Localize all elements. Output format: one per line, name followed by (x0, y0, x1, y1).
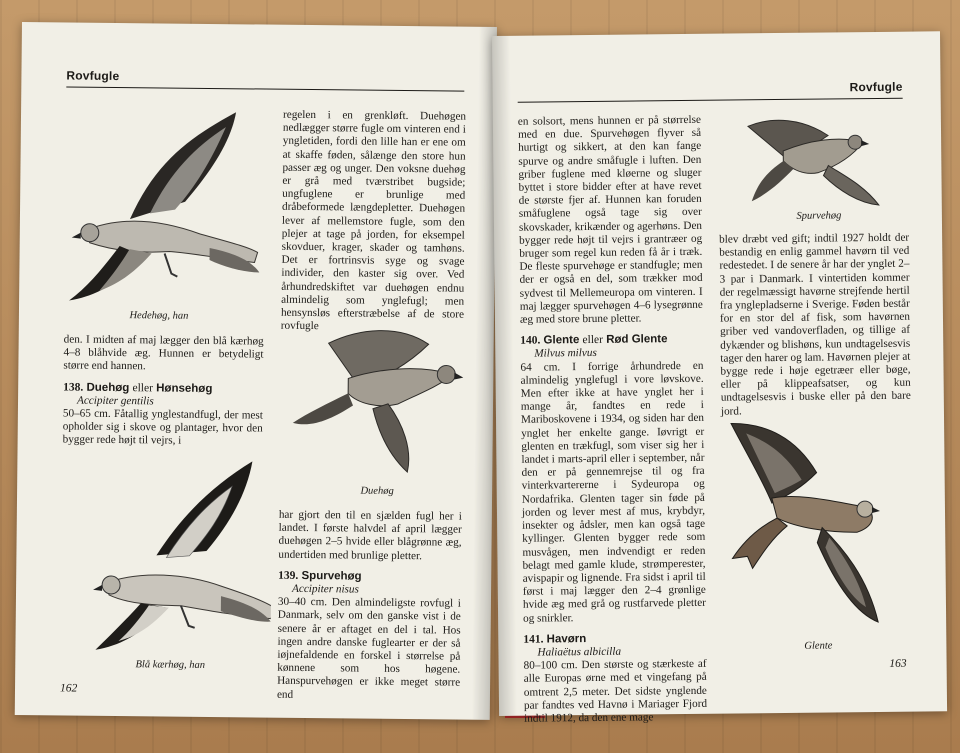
column-text: blev dræbt ved gift; indtil 1927 holdt der bestandig en enlig gammel havørn til ved redestedet. I de senere år har der ynglet 2–3 par i Danmark. I vintertiden kommer der regelmæssigt havørne strejfende hertil fra ynglepladserne i Sverige. Føden består for en stor del af fisk, som havørnen griber ved vandoverfladen, og tillige af dykænder og blishøns, kun undtagelsesvis tager den harer og lam. Havørnen plejer at bygge rede i høje egetræer eller bøge, eller på klippeafsatser, og kun undtagelsesvis i buske eller på den bare jord. (719, 231, 911, 418)
entry-body: 30–40 cm. Den almindeligste rovfugl i Danmark, selv om den ganske vist i de senere år er aftaget en del i tal. Hos ingen andre danske fuglearter er der så iøjnefaldende en forskel i størrelse på kønnene som hos høgene. Hanspurvehøgen er ikke meget større end (276, 595, 461, 701)
latin-name: Accipiter gentilis (76, 394, 154, 408)
intro-paragraph: den. I midten af maj lægger den blå kærhøg 4–8 blåhvide æg. Hunnen er betydeligt større end hannen. (63, 333, 264, 373)
entry-body: 64 cm. I forrige århundrede en almindelig ynglefugl i vore løvskove. Men efter ikke at have ynglet her i mange år, fandtes en rede i Mariboskovene i 1934, og siden har den ynglet her enkelte gange. Iøvrigt er glenten en trækfugl, som viser sig her i landet i marts-april eller i september, når den er på gennemrejse til og fra vinterkvartererne i Sydeuropa og Nordafrika. Glenten tager sin føde på jorden og lever mest af mus, krybdyr, insekter og ådsler, men kan også tage kyllinger. Glenten bygger rede som musvågen, men indvendigt er reden belagt med gamle klude, strømperester, avispapir og lignende. Fra sidst i april til først i maj lægger den 2–4 grønlige hvide æg med grå og rustfarvede pletter og snirkler. (520, 359, 707, 625)
connector: eller (132, 381, 154, 395)
species-name: Glente (543, 334, 580, 347)
column-text: regelen i en grenkløft. Duehøgen nedlægger større fugle om vinteren end i yngletiden, fordi den lille han er ene om at skaffe føden, sålænge den store hun passer æg og unger. Den voksne duehøg er grå med tværstribet bugside; ungfuglene er brunlige med dråbeformede længdepletter. Duehøgen lever af mellemstore fugle, som den plejer at tage på jorden, for eksempel skovduer, krager, skader og tamhøns. Det er fortrinsvis syge og svage individer, den kaster sig over. Ved århundredskiftet var duehøgen endnu almindelig som ynglefugl; men hensynsløs efterstræbelse af de store rovfugle (280, 108, 467, 333)
species-name: Havørn (546, 632, 587, 646)
species-alt-name: Rød Glente (606, 333, 668, 347)
hedehog-illustration (59, 100, 261, 307)
entry-number: 141. (523, 633, 544, 646)
right-column (719, 232, 911, 419)
connector: eller (582, 334, 604, 347)
species-name: Duehøg (86, 381, 130, 394)
caption-blaa-kaerhog: Blå kærhøg, han (135, 659, 206, 671)
right-column-bottom (277, 509, 462, 704)
latin-name: Haliaëtus albicilla (537, 645, 622, 659)
latin-name: Milvus milvus (534, 347, 597, 361)
right-column-top (281, 109, 466, 335)
column-text: en solsort, mens hunnen er på størrelse med en due. Spurvehøgen flyver så hurtigt og sikkert, at den kan fange spurve og andre småfugle i luften. Den griber fuglene med kløerne og sluger byttet i store bidder efter at have revet de største fjer af. Hunnen kan foruden småfuglene også tage sig over skovskader, krikænder og agerhøns. Den bygger rede højt til vejrs i grantræer og bruger som regel kun reden få år i træk. De fleste spurvehøge er standfugle; men der er også en del, som trækker mod sydvest til Mellemeuropa om vinteren. I maj lægger spurvehøgen 4–6 lysegrønne æg med store brune pletter. (517, 113, 703, 326)
column-text-2: har gjort den til en sjælden fugl her i landet. I første halvdel af april lægger duehøgen 2–5 hvide eller blågrønne æg, undertiden med brunlige pletter. (278, 508, 462, 562)
page-number: 163 (889, 657, 907, 670)
entry-body: 50–65 cm. Fåtallig ynglestandfugl, der mest opholder sig i skove og plantager, hvor den bygger rede højt til vejrs, i (62, 407, 263, 448)
header-rule (518, 98, 903, 103)
left-column (63, 333, 264, 449)
caption-spurvehog: Spurvehøg (796, 210, 842, 222)
species-name: Spurvehøg (301, 569, 362, 583)
blaa-kaerhog-illustration (70, 455, 272, 657)
left-page (15, 22, 497, 720)
caption-hedehog: Hedehøg, han (129, 310, 189, 322)
entry-number: 139. (278, 569, 299, 582)
page-header-title: Rovfugle (849, 79, 903, 95)
left-column (518, 114, 707, 726)
glente-illustration (726, 417, 908, 634)
duehog-illustration (287, 313, 464, 475)
page-header-title: Rovfugle (66, 68, 120, 84)
gutter-shadow (492, 36, 517, 716)
entry-body: 80–100 cm. Den største og stærkeste af alle Europas ørne med et vingefang på omtrent 2,5 meter. Det sidste ynglende par fandtes ved Havnø i Mariager Fjord indtil 1912, da den ene mage (523, 657, 708, 725)
caption-glente: Glente (804, 640, 833, 652)
latin-name: Accipiter nisus (292, 582, 359, 596)
spurvehog-illustration (743, 110, 884, 211)
header-rule (66, 86, 464, 91)
page-number: 162 (59, 682, 78, 695)
entry-number: 140. (520, 334, 541, 347)
species-alt-name: Hønsehøg (156, 382, 213, 395)
right-page (492, 31, 947, 725)
caption-duehog: Duehøg (360, 485, 394, 497)
entry-number: 138. (63, 381, 84, 394)
